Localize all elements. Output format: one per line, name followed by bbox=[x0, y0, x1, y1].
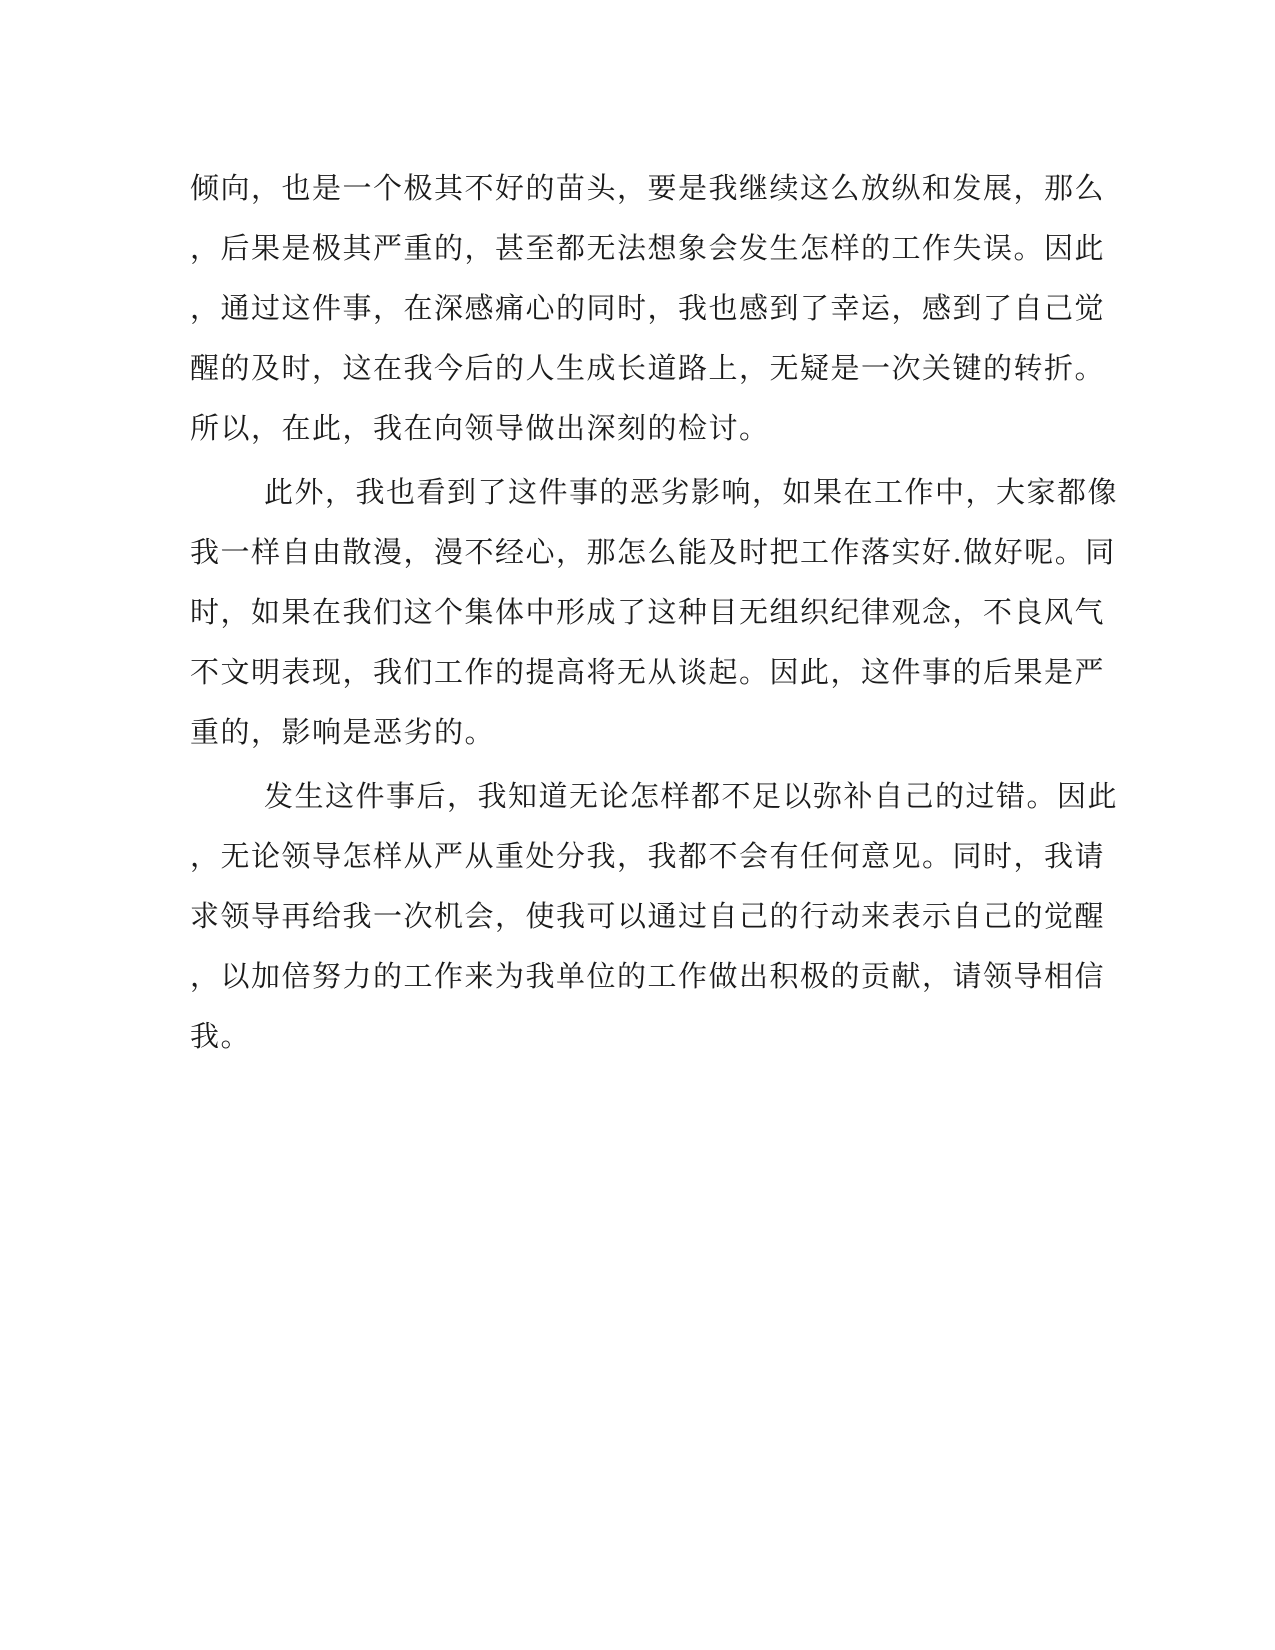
text-line: 我。 bbox=[190, 1019, 252, 1053]
text-line: 醒的及时，这在我今后的人生成长道路上，无疑是一次关键的转折。 bbox=[190, 351, 1106, 385]
text-line: 所以，在此，我在向领导做出深刻的检讨。 bbox=[190, 411, 770, 445]
text-line: ，后果是极其严重的，甚至都无法想象会发生怎样的工作失误。因此 bbox=[190, 231, 1106, 265]
document-body bbox=[190, 158, 1119, 1066]
text-line: ，通过这件事，在深感痛心的同时，我也感到了幸运，感到了自己觉 bbox=[190, 291, 1106, 325]
text-line: 求领导再给我一次机会，使我可以通过自己的行动来表示自己的觉醒 bbox=[190, 899, 1106, 933]
text-line: 重的，影响是恶劣的。 bbox=[190, 715, 496, 749]
paragraph-start-line: 此外，我也看到了这件事的恶劣影响，如果在工作中，大家都像 bbox=[264, 475, 1119, 509]
text-line: ，无论领导怎样从严从重处分我，我都不会有任何意见。同时，我请 bbox=[190, 839, 1106, 873]
text-line: 不文明表现，我们工作的提高将无从谈起。因此，这件事的后果是严 bbox=[190, 655, 1106, 689]
text-line: ，以加倍努力的工作来为我单位的工作做出积极的贡献，请领导相信 bbox=[190, 959, 1106, 993]
text-line: 倾向，也是一个极其不好的苗头，要是我继续这么放纵和发展，那么 bbox=[190, 171, 1106, 205]
text-line: 时，如果在我们这个集体中形成了这种目无组织纪律观念，不良风气 bbox=[190, 595, 1106, 629]
text-line: 我一样自由散漫，漫不经心，那怎么能及时把工作落实好.做好呢。同 bbox=[190, 535, 1116, 569]
paragraph-start-line: 发生这件事后，我知道无论怎样都不足以弥补自己的过错。因此 bbox=[264, 779, 1119, 813]
